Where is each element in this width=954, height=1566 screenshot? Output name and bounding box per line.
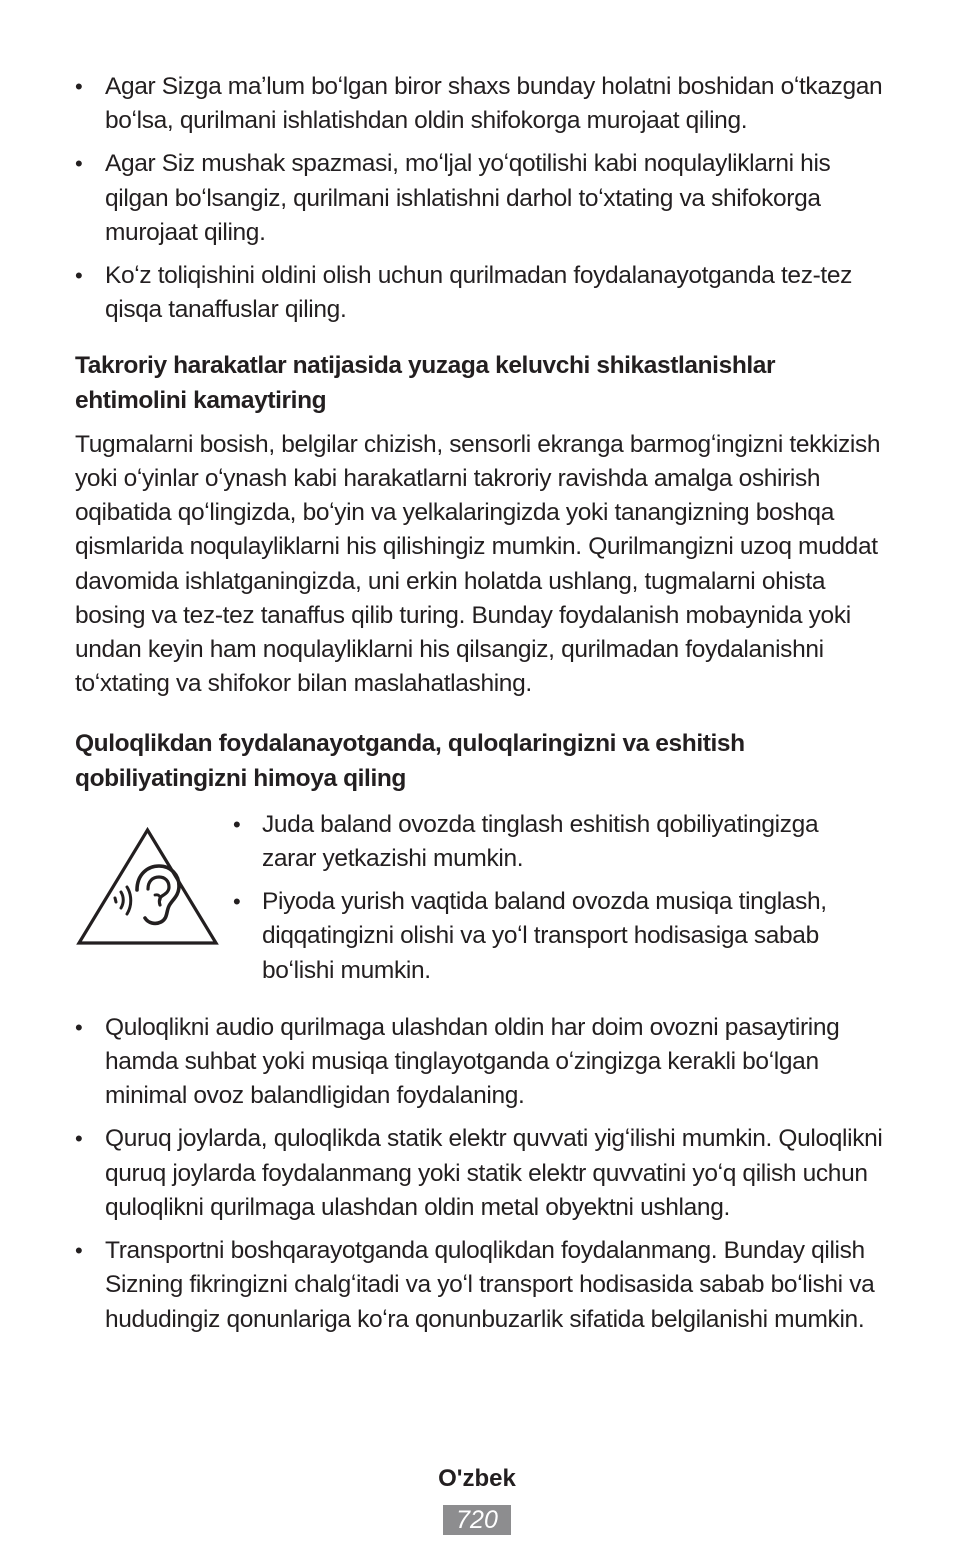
top-bullet-list [75, 70, 890, 327]
list-item [75, 1234, 890, 1337]
section-heading: Takroriy harakatlar natijasida yuzaga keluvchi shikastlanishlar ehtimolini kamaytiring [75, 352, 776, 414]
section-body: Tugmalarni bosish, belgilar chizish, sensorli ekranga barmogʻingizni tekkizish yoki oʻyinlar oʻynash kabi harakatlarni takroriy ravishda amalga oshirish oqibatida qoʻlingizda, boʻyin va yelkalaringizda yoki tanangizning boshqa qismlarida noqulayliklarni his qilishingiz mumkin. Qurilmangizni uzoq muddat davomida ishlatganingizda, uni erkin holatda ushlang, tugmalarni ohista bosing va tez-tez tanaffus qilib turing. Bunday foydalanish mobaynida yoki undan keyin ham noqulayliklarni his qilsangiz, qurilmadan foydalanishni toʻxtating va shifokor bilan maslahatlashing. [75, 430, 881, 698]
list-item [75, 1122, 890, 1225]
bullet-text: Transportni boshqarayotganda quloqlikdan foydalanmang. Bunday qilish Sizning fikringizni chalgʻitadi va yoʻl transport hodisasida sabab boʻlishi va hududingiz qonunlariga koʻra qonunbuzarlik sifatida belgilanishi mumkin. [105, 1237, 875, 1333]
hearing-warning-icon [75, 826, 220, 997]
icon-bullet-row [75, 808, 890, 997]
bullet-icon: • [75, 151, 83, 177]
repetitive-motion-section [75, 349, 890, 701]
bullet-text: Agar Siz mushak spazmasi, moʻljal yoʻqotilishi kabi noqulayliklarni his qilgan boʻlsangiz, qurilmani ishlatishni darhol toʻxtating va shifokorga murojaat qiling. [105, 150, 831, 246]
bullet-text: Agar Sizga maʼlum boʻlgan biror shaxs bunday holatni boshidan oʻtkazgan boʻlsa, qurilmani ishlatishdan oldin shifokorga murojaat qiling. [105, 73, 883, 135]
bullet-text: Juda baland ovozda tinglash eshitish qobiliyatingizga zarar yetkazishi mumkin. [262, 810, 819, 873]
bullet-icon: • [75, 1014, 83, 1040]
bullet-icon: • [75, 263, 83, 289]
list-item [233, 808, 863, 876]
footer-language: O'zbek [438, 1465, 516, 1492]
bullet-icon: • [75, 1238, 83, 1264]
bullet-icon: • [75, 74, 83, 99]
section-heading: Quloqlikdan foydalanayotganda, quloqlaringizni va eshitish qobiliyatingizni himoya qiling [75, 730, 745, 792]
bullet-icon: • [233, 889, 241, 915]
list-item [75, 147, 890, 250]
bullet-icon: • [233, 811, 241, 837]
bullet-text: Quloqlikni audio qurilmaga ulashdan oldin har doim ovozni pasaytiring hamda suhbat yoki musiqa tinglayotganda oʻzingizga kerakli boʻlgan minimal ovoz balandligidan foydalaning. [105, 1013, 840, 1110]
page-number-badge: 720 [443, 1505, 511, 1535]
hearing-bullet-list [75, 1011, 890, 1337]
bullet-text: Koʻz toliqishini oldini olish uchun qurilmadan foydalanayotganda tez-tez qisqa tanaffuslar qiling. [105, 262, 853, 324]
list-item [75, 1011, 890, 1114]
icon-bullet-list [233, 808, 863, 997]
bullet-text: Quruq joylarda, quloqlikda statik elektr quvvati yigʻilishi mumkin. Quloqlikni quruq joylarda foydalanmang yoki statik elektr quvvatini yoʻq qilish uchun quloqlikni qurilmaga ulashdan oldin metal obyektni ushlang. [105, 1125, 883, 1221]
list-item [233, 885, 863, 988]
document-page [75, 70, 890, 1346]
hearing-protection-section [75, 727, 890, 1336]
bullet-text: Piyoda yurish vaqtida baland ovozda musiqa tinglash, diqqatingizni olishi va yoʻl transport hodisasiga sabab boʻlishi mumkin. [262, 888, 827, 984]
list-item [75, 70, 890, 138]
bullet-icon: • [75, 1126, 83, 1152]
list-item [75, 259, 890, 327]
